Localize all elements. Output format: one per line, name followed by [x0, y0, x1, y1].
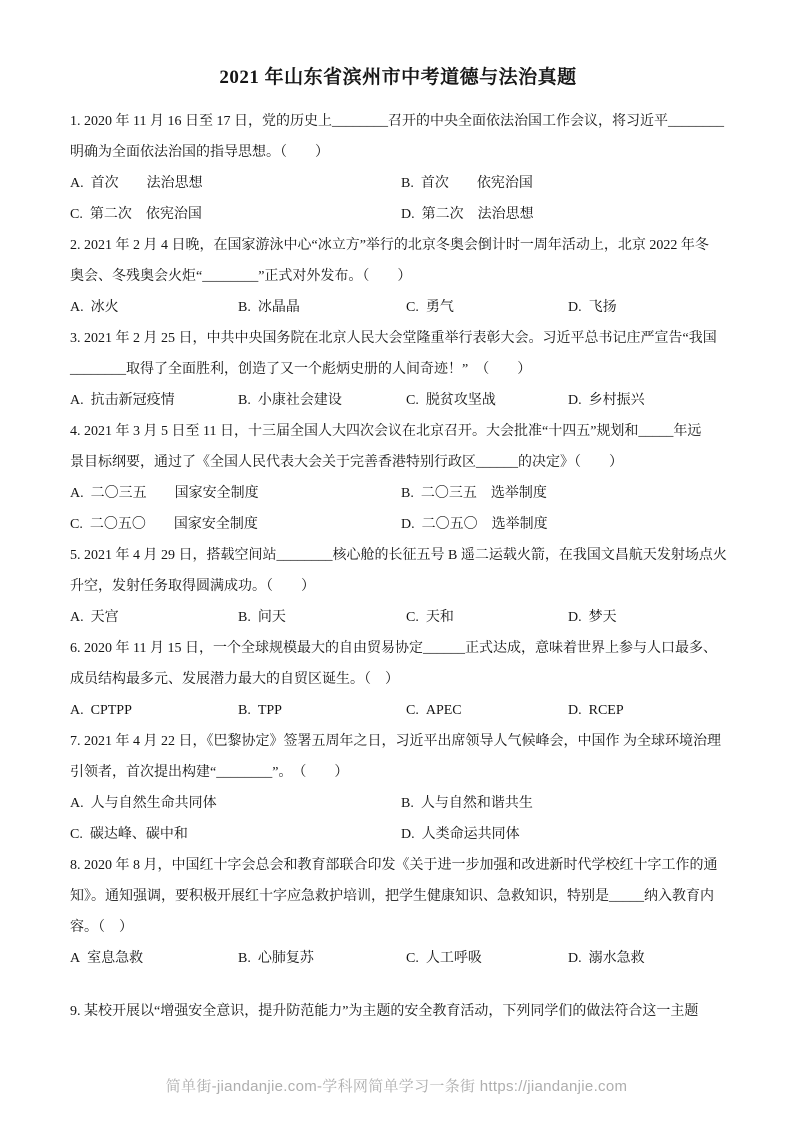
option-d — [401, 819, 726, 850]
question-stem-line: 4. 2021 年 3 月 5 日至 11 日，十三届全国人大四次会议在北京召开。大会批准“十四五”规划和_____年远 — [70, 424, 702, 439]
option-a — [70, 943, 238, 974]
option-label: B. — [238, 393, 251, 408]
option-text: 心肺复苏 — [257, 951, 314, 966]
option-label: D. — [568, 393, 582, 408]
option-d — [568, 943, 726, 974]
question-stem-line: 5. 2021 年 4 月 29 日，搭载空间站________核心舱的长征五号 B 遥二运载火箭，在我国文昌航天发射场点火 — [70, 548, 727, 563]
option-label: D. — [401, 207, 415, 222]
option-label: C. — [70, 207, 83, 222]
option-c — [406, 292, 568, 323]
option-label: A. — [70, 486, 84, 501]
question-options-row — [70, 199, 726, 230]
option-text: 脱贫攻坚战 — [425, 393, 496, 408]
option-text: 天宫 — [90, 610, 119, 625]
question-stem-line: 升空，发射任务取得圆满成功。（ ） — [70, 579, 315, 594]
option-label: A — [70, 951, 81, 966]
option-b — [401, 168, 726, 199]
question-stem-line: 明确为全面依法治国的指导思想。（ ） — [70, 145, 329, 160]
option-text: 二〇三五 国家安全制度 — [90, 486, 259, 501]
question — [70, 540, 726, 633]
question-stem-line: 3. 2021 年 2 月 25 日，中共中央国务院在北京人民大会堂隆重举行表彰大会。习近平总书记庄严宣告“我国 — [70, 331, 717, 346]
question — [70, 230, 726, 323]
option-a — [70, 385, 238, 416]
option-label: C. — [70, 517, 83, 532]
option-label: C. — [406, 393, 419, 408]
option-c — [406, 385, 568, 416]
question-options-row — [70, 509, 726, 540]
question — [70, 633, 726, 726]
option-label: C. — [406, 951, 419, 966]
option-text: 室息急救 — [87, 951, 144, 966]
option-b — [401, 478, 726, 509]
option-a — [70, 478, 401, 509]
question-options-row — [70, 695, 726, 726]
watermark-footer: 简单街-jiandanjie.com-学科网简单学习一条街 https://jiandanjie.com — [165, 1078, 628, 1095]
option-b — [238, 695, 406, 726]
option-text: 首次 依宪治国 — [420, 176, 533, 191]
option-label: B. — [238, 610, 251, 625]
question-stem-line: 容。（ ） — [70, 920, 133, 935]
question-stem-line: 景目标纲要，通过了《全国人民代表大会关于完善香港特别行政区______的决定》（ ） — [70, 455, 623, 470]
question-stem-line: 6. 2020 年 11 月 15 日，一个全球规模最大的自由贸易协定______正式达成，意味着世界上参与人口最多、 — [70, 641, 717, 656]
option-text: 第二次 依宪治国 — [89, 207, 202, 222]
question-options-row — [70, 819, 726, 850]
option-a — [70, 788, 401, 819]
option-label: C. — [70, 827, 83, 842]
option-d — [568, 292, 726, 323]
option-label: A. — [70, 300, 84, 315]
option-label: D. — [568, 300, 582, 315]
option-label: D. — [401, 517, 415, 532]
option-a — [70, 695, 238, 726]
option-c — [70, 199, 401, 230]
option-text: 第二次 法治思想 — [421, 207, 534, 222]
option-b — [238, 943, 406, 974]
option-d — [401, 509, 726, 540]
option-text: RCEP — [588, 703, 624, 718]
option-text: TPP — [257, 703, 282, 718]
question-options-row — [70, 385, 726, 416]
question — [70, 323, 726, 416]
question — [70, 996, 726, 1027]
question — [70, 106, 726, 230]
option-a — [70, 602, 238, 633]
option-label: D. — [568, 610, 582, 625]
question-options-row — [70, 478, 726, 509]
questions-container — [70, 106, 726, 1027]
option-b — [238, 602, 406, 633]
option-text: 抗击新冠疫情 — [90, 393, 175, 408]
question-stem-line: 2. 2021 年 2 月 4 日晚，在国家游泳中心“冰立方”举行的北京冬奥会倒计时一周年活动上，北京 2022 年冬 — [70, 238, 709, 253]
option-label: A. — [70, 796, 84, 811]
question-options-row — [70, 602, 726, 633]
option-label: C. — [406, 300, 419, 315]
option-text: 人与自然生命共同体 — [90, 796, 217, 811]
option-text: 碳达峰、碳中和 — [89, 827, 188, 842]
option-label: B. — [238, 951, 251, 966]
question-stem-line: 8. 2020 年 8 月，中国红十字会总会和教育部联合印发《关于进一步加强和改进新时代学校红十字工作的通 — [70, 858, 718, 873]
question-stem-line: 7. 2021 年 4 月 22 日，《巴黎协定》签署五周年之日，习近平出席领导人气候峰会，中国作 为全球环境治理 — [70, 734, 721, 749]
question — [70, 416, 726, 540]
option-text: APEC — [425, 703, 462, 718]
question-stem-line: ________取得了全面胜利，创造了又一个彪炳史册的人间奇迹！” （ ） — [70, 362, 532, 377]
option-label: D. — [568, 951, 582, 966]
option-text: 飞扬 — [588, 300, 617, 315]
option-d — [568, 695, 726, 726]
option-c — [406, 695, 568, 726]
option-label: A. — [70, 610, 84, 625]
option-label: D. — [568, 703, 582, 718]
option-text: 问天 — [257, 610, 286, 625]
option-label: D. — [401, 827, 415, 842]
option-d — [568, 385, 726, 416]
option-text: CPTPP — [90, 703, 132, 718]
option-label: C. — [406, 703, 419, 718]
option-text: 二〇三五 选举制度 — [420, 486, 547, 501]
option-text: 乡村振兴 — [588, 393, 645, 408]
question-stem-line: 9. 某校开展以“增强安全意识，提升防范能力”为主题的安全教育活动，下列同学们的做法符合这一主题 — [70, 1004, 699, 1019]
option-label: B. — [238, 703, 251, 718]
option-text: 梦天 — [588, 610, 617, 625]
option-c — [406, 602, 568, 633]
option-text: 溺水急救 — [588, 951, 645, 966]
option-label: B. — [238, 300, 251, 315]
option-text: 冰火 — [90, 300, 119, 315]
option-c — [70, 509, 401, 540]
question-options-row — [70, 168, 726, 199]
question-options-row — [70, 788, 726, 819]
option-d — [401, 199, 726, 230]
question-stem-line: 奥会、冬残奥会火炬“________”正式对外发布。（ ） — [70, 269, 412, 284]
question-stem-line: 成员结构最多元、发展潜力最大的自贸区诞生。（ ） — [70, 672, 399, 687]
option-text: 勇气 — [425, 300, 454, 315]
option-b — [238, 292, 406, 323]
option-text: 二〇五〇 选举制度 — [421, 517, 548, 532]
option-label: B. — [401, 176, 414, 191]
option-c — [70, 819, 401, 850]
option-label: A. — [70, 176, 84, 191]
question — [70, 850, 726, 974]
option-b — [401, 788, 726, 819]
option-a — [70, 168, 401, 199]
page-title: 2021 年山东省滨州市中考道德与法治真题 — [219, 67, 577, 88]
option-a — [70, 292, 238, 323]
question — [70, 726, 726, 850]
option-label: A. — [70, 393, 84, 408]
option-c — [406, 943, 568, 974]
option-text: 人类命运共同体 — [421, 827, 520, 842]
question-stem-line: 知》。通知强调，要积极开展红十字应急救护培训，把学生健康知识、急救知识，特别是_____纳入教育内 — [70, 889, 714, 904]
option-label: B. — [401, 486, 414, 501]
option-label: C. — [406, 610, 419, 625]
question-options-row — [70, 292, 726, 323]
option-label: A. — [70, 703, 84, 718]
option-d — [568, 602, 726, 633]
option-text: 首次 法治思想 — [90, 176, 203, 191]
option-label: B. — [401, 796, 414, 811]
option-text: 人工呼吸 — [425, 951, 482, 966]
question-options-row — [70, 943, 726, 974]
option-text: 天和 — [425, 610, 454, 625]
option-b — [238, 385, 406, 416]
option-text: 冰晶晶 — [257, 300, 300, 315]
option-text: 人与自然和谐共生 — [420, 796, 533, 811]
exam-content — [70, 62, 726, 1027]
option-text: 小康社会建设 — [257, 393, 342, 408]
question-stem-line: 1. 2020 年 11 月 16 日至 17 日，党的历史上________召开的中央全面依法治国工作会议，将习近平________ — [70, 114, 724, 129]
option-text: 二〇五〇 国家安全制度 — [89, 517, 258, 532]
question-stem-line: 引领者，首次提出构建“________”。 （ ） — [70, 765, 349, 780]
